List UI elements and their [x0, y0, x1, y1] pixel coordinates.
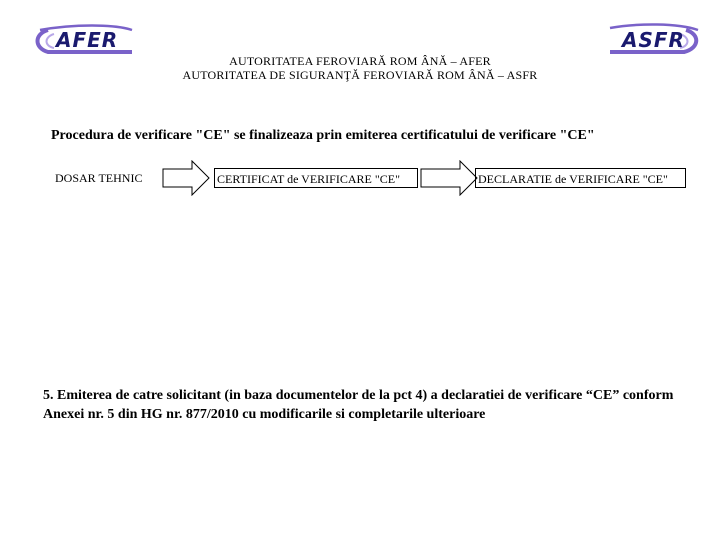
point-5-line-1: 5. Emiterea de catre solicitant (in baza documentelor de la pct 4) a declaratiei de verificare “CE” conform [43, 388, 674, 403]
afer-logo [34, 22, 134, 58]
header-asfr-line: AUTORITATEA DE SIGURANŢĂ FEROVIARĂ ROM ÂNĂ – ASFR [182, 68, 538, 82]
arrow-right-icon [162, 160, 210, 196]
point-5-line-2: Anexei nr. 5 din HG nr. 877/2010 cu modificarile si completarile ulterioare [43, 407, 486, 422]
asfr-logo [608, 22, 700, 58]
header-afer-line: AUTORITATEA FEROVIARĂ ROM ÂNĂ – AFER [229, 54, 491, 68]
step-declaratie-verificare: DECLARATIE de VERIFICARE "CE" [475, 168, 686, 188]
arrow-right-icon [420, 160, 478, 196]
point-5-paragraph [43, 386, 693, 424]
step-certificat-verificare: CERTIFICAT de VERIFICARE "CE" [214, 168, 418, 188]
afer-logo-text: AFER [56, 28, 119, 52]
step-dosar-tehnic: DOSAR TEHNIC [55, 171, 143, 185]
asfr-logo-text: ASFR [622, 28, 685, 52]
procedure-statement: Procedura de verificare "CE" se finalizeaza prin emiterea certificatului de verificare "CE" [51, 128, 595, 143]
